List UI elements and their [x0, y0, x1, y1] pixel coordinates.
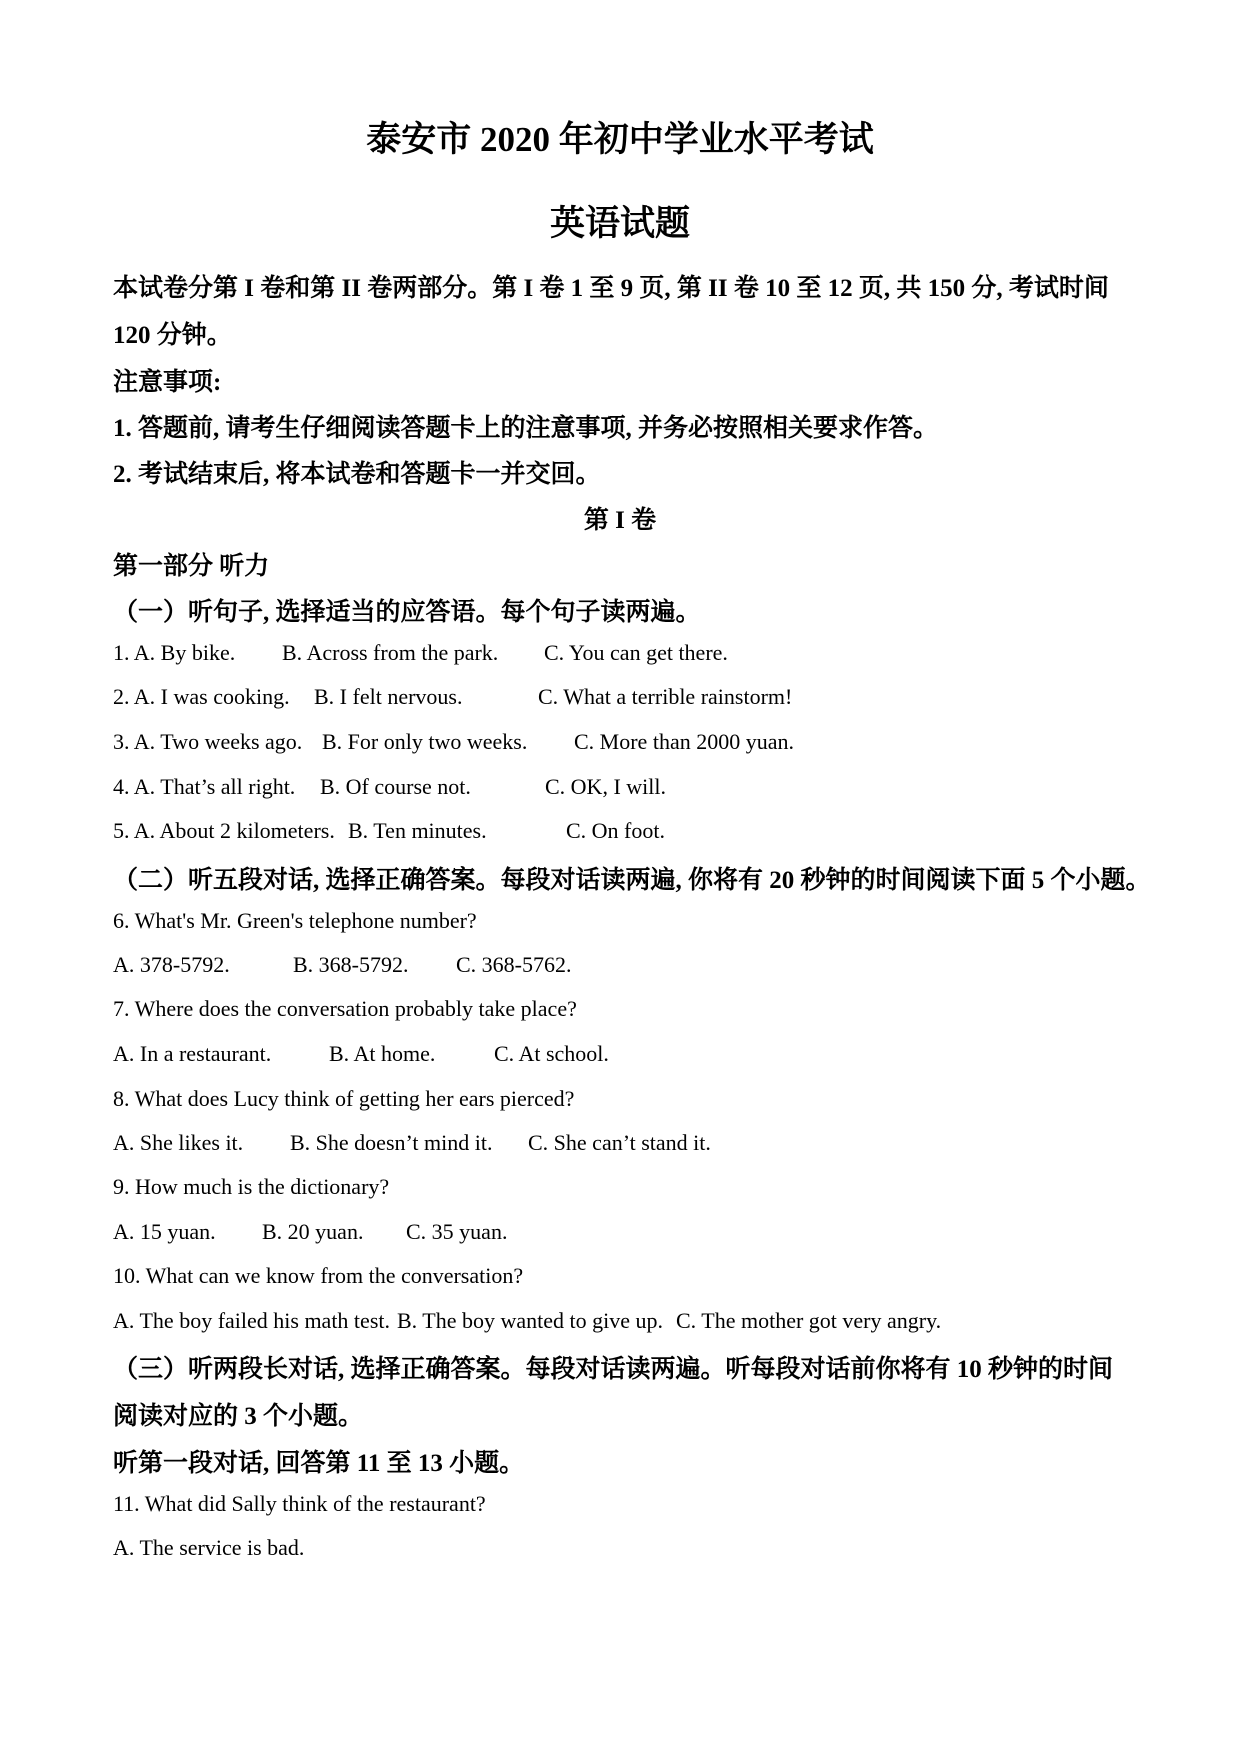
option-b: B. She doesn’t mind it. — [290, 1130, 493, 1155]
option-c: C. More than 2000 yuan. — [574, 729, 794, 754]
exam-title: 泰安市 2020 年初中学业水平考试 — [366, 120, 874, 159]
option-c: C. On foot. — [566, 818, 665, 843]
option-a: 2. A. I was cooking. — [113, 684, 290, 709]
option-a: A. She likes it. — [113, 1130, 244, 1155]
section3-heading-line-1: （三）听两段长对话, 选择正确答案。每段对话读两遍。听每段对话前你将有 10 秒钟的时间 — [113, 1356, 1114, 1383]
question-text: 7. Where does the conversation probably take place? — [113, 996, 577, 1021]
option-c: C. The mother got very angry. — [676, 1308, 942, 1333]
option-c: C. OK, I will. — [545, 774, 666, 799]
notes-heading: 注意事项: — [113, 369, 222, 396]
option-a: A. 15 yuan. — [113, 1219, 216, 1244]
option-b: B. At home. — [329, 1041, 436, 1066]
option-b: B. For only two weeks. — [322, 729, 528, 754]
section2-heading: （二）听五段对话, 选择正确答案。每段对话读两遍, 你将有 20 秒钟的时间阅读下面 5 个小题。 — [113, 867, 1151, 894]
option-a: 5. A. About 2 kilometers. — [113, 818, 335, 843]
section1-heading: （一）听句子, 选择适当的应答语。每个句子读两遍。 — [113, 599, 701, 626]
option-a: A. The boy failed his math test. — [113, 1308, 390, 1333]
option-b: B. Ten minutes. — [348, 818, 487, 843]
dialogue1-heading: 听第一段对话, 回答第 11 至 13 小题。 — [113, 1450, 525, 1477]
question-text: 6. What's Mr. Green's telephone number? — [113, 908, 477, 933]
option-b: B. The boy wanted to give up. — [397, 1308, 663, 1333]
option-c: C. You can get there. — [544, 640, 728, 665]
option-b: B. Across from the park. — [282, 640, 499, 665]
option-a: 4. A. That’s all right. — [113, 774, 296, 799]
option-a: A. The service is bad. — [113, 1535, 305, 1560]
notes-item-2: 2. 考试结束后, 将本试卷和答题卡一并交回。 — [113, 461, 601, 488]
option-c: C. She can’t stand it. — [528, 1130, 711, 1155]
option-c: C. What a terrible rainstorm! — [538, 684, 793, 709]
option-c: C. 35 yuan. — [406, 1219, 508, 1244]
part1-heading: 第一部分 听力 — [113, 553, 270, 580]
question-text: 8. What does Lucy think of getting her ears pierced? — [113, 1086, 575, 1111]
exam-subtitle: 英语试题 — [549, 204, 690, 243]
intro-line-1: 本试卷分第 I 卷和第 II 卷两部分。第 I 卷 1 至 9 页, 第 II 卷 10 至 12 页, 共 150 分, 考试时间 — [113, 275, 1109, 302]
option-a: A. 378-5792. — [113, 952, 230, 977]
option-b: B. 368-5792. — [293, 952, 409, 977]
option-c: C. At school. — [494, 1041, 609, 1066]
option-b: B. I felt nervous. — [314, 684, 463, 709]
section3-heading-line-2: 阅读对应的 3 个小题。 — [113, 1403, 364, 1430]
question-text: 10. What can we know from the conversation? — [113, 1263, 524, 1288]
option-c: C. 368-5762. — [456, 952, 572, 977]
notes-item-1: 1. 答题前, 请考生仔细阅读答题卡上的注意事项, 并务必按照相关要求作答。 — [113, 415, 939, 442]
intro-line-2: 120 分钟。 — [113, 322, 232, 349]
option-b: B. 20 yuan. — [262, 1219, 364, 1244]
option-a: 3. A. Two weeks ago. — [113, 729, 303, 754]
option-b: B. Of course not. — [320, 774, 471, 799]
option-a: A. In a restaurant. — [113, 1041, 272, 1066]
option-a: 1. A. By bike. — [113, 640, 236, 665]
volume-label: 第 I 卷 — [583, 507, 657, 534]
question-text: 11. What did Sally think of the restaurant? — [113, 1491, 486, 1516]
question-text: 9. How much is the dictionary? — [113, 1174, 390, 1199]
